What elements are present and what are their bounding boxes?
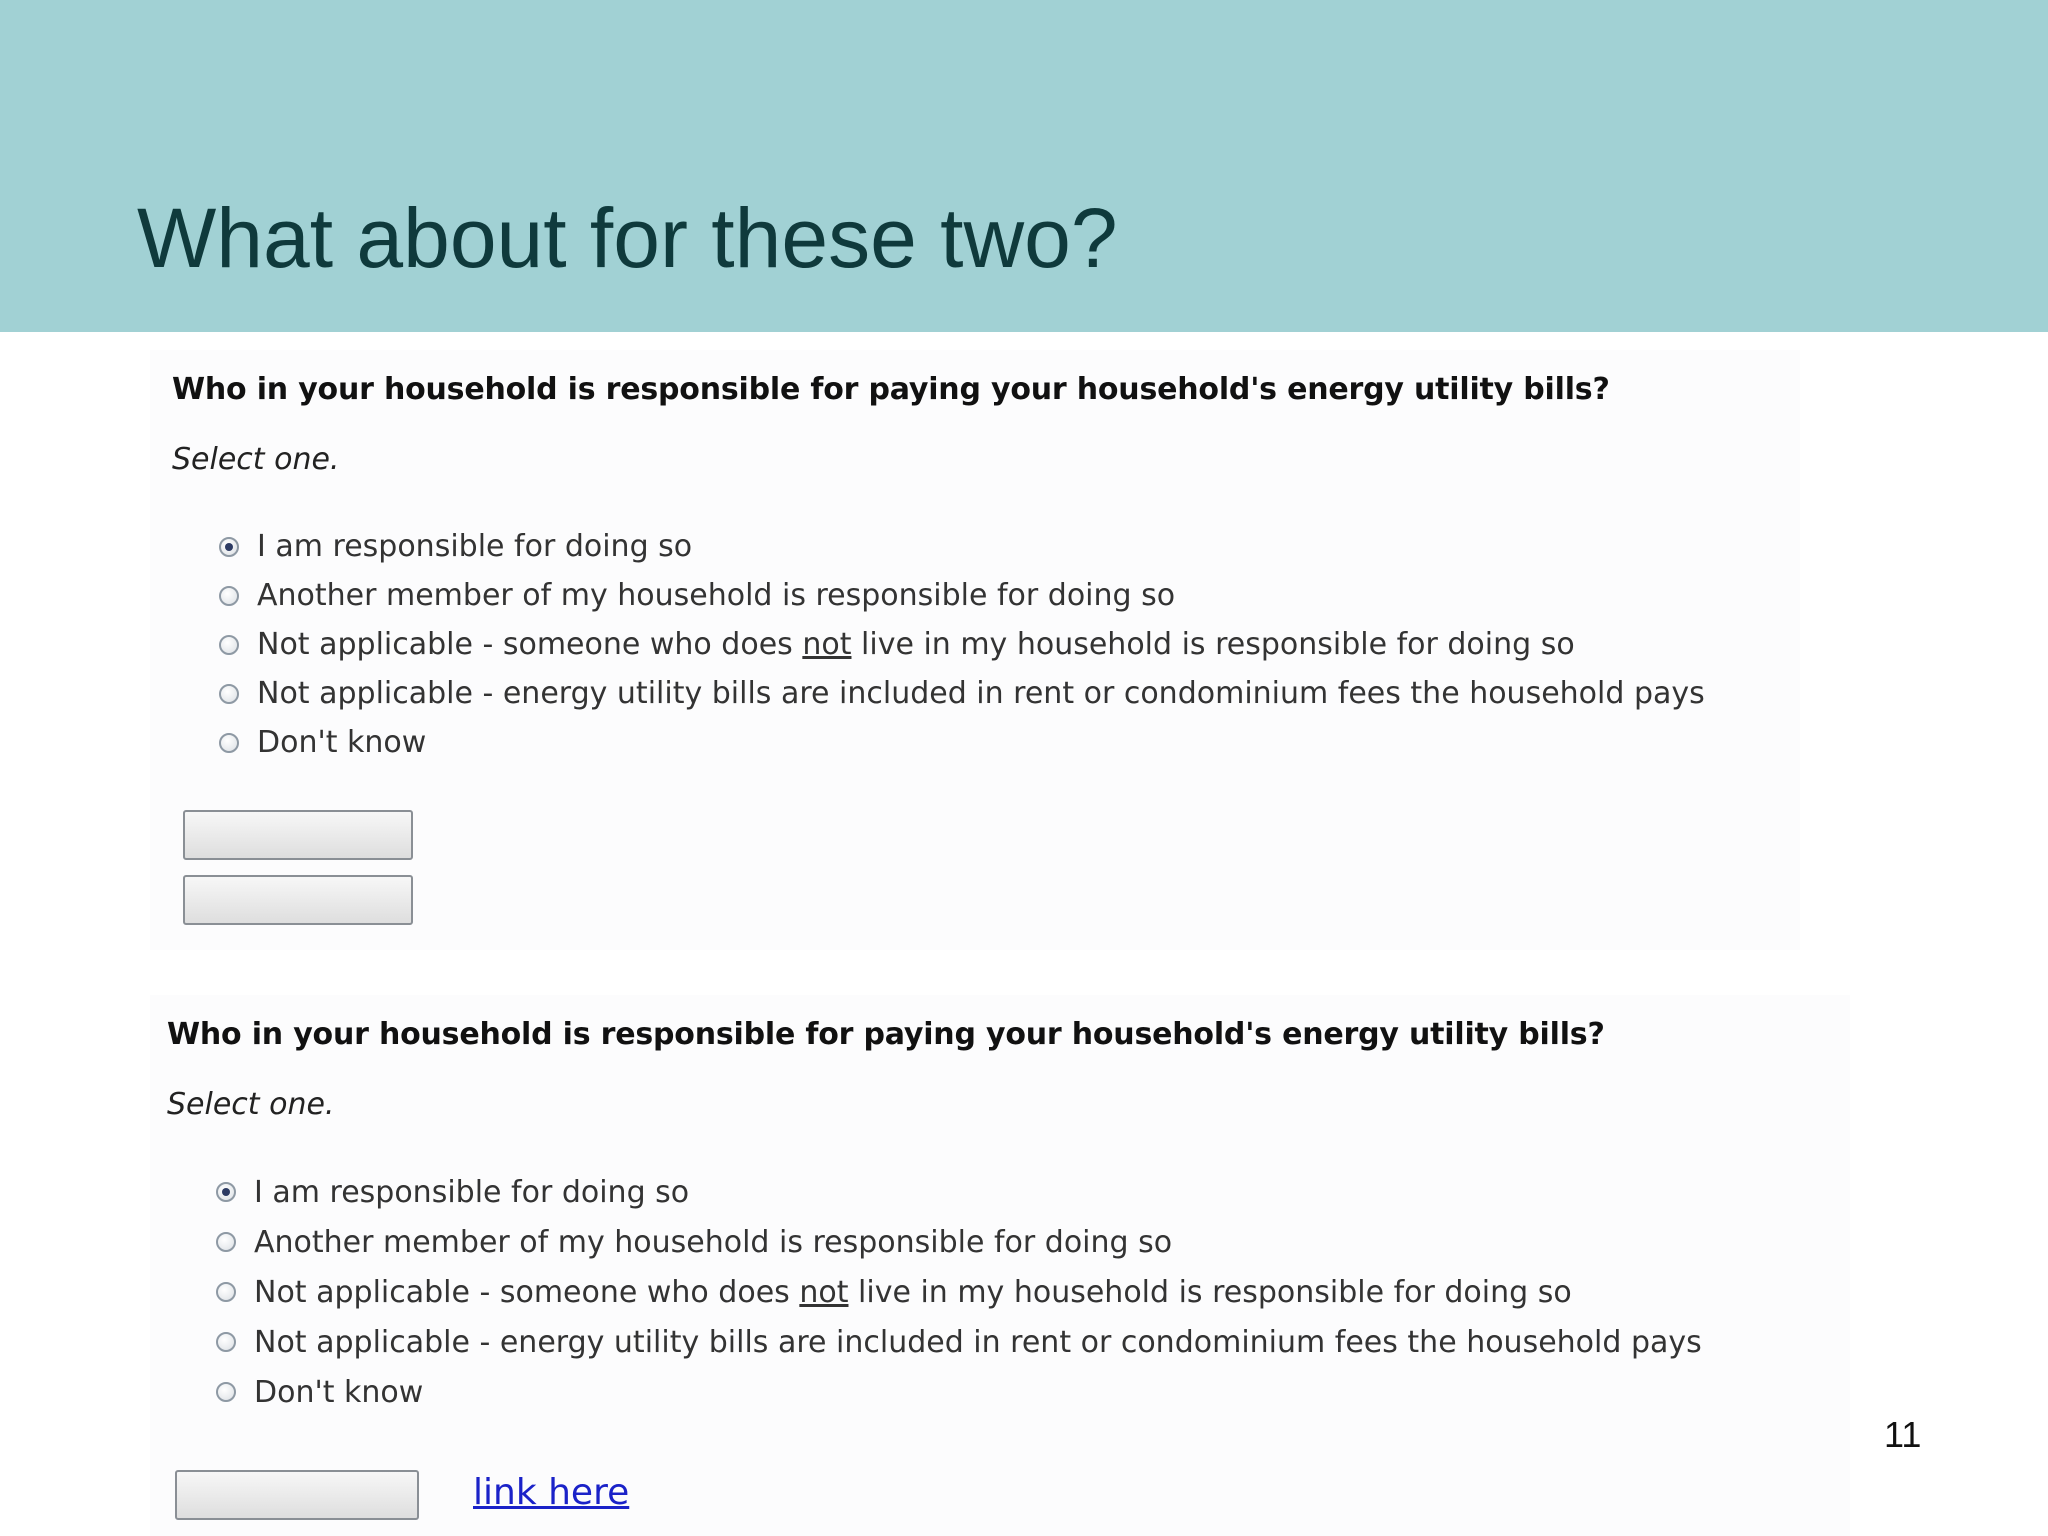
link-here[interactable]: link here: [473, 1472, 630, 1513]
question-text: Who in your household is responsible for paying your household's energy utility bills?: [172, 372, 1610, 407]
option-other-member[interactable]: [216, 1217, 1702, 1267]
radio-icon[interactable]: [216, 1332, 236, 1352]
blank-button[interactable]: [175, 1470, 419, 1520]
option-other-member[interactable]: [219, 571, 1705, 620]
option-label: Another member of my household is responsible for doing so: [254, 1224, 1173, 1260]
option-label: I am responsible for doing so: [254, 1174, 690, 1210]
radio-icon[interactable]: [216, 1232, 236, 1252]
option-included-in-rent[interactable]: [219, 669, 1705, 718]
option-label: Don't know: [257, 725, 427, 760]
option-label: I am responsible for doing so: [257, 529, 693, 564]
radio-selected-icon[interactable]: [219, 537, 239, 557]
radio-icon[interactable]: [219, 733, 239, 753]
radio-icon[interactable]: [219, 586, 239, 606]
emphasis-not: not: [799, 1274, 849, 1310]
instruction-text: Select one.: [172, 442, 340, 477]
question-text: Who in your household is responsible for paying your household's energy utility bills?: [167, 1017, 1605, 1052]
option-label: Not applicable - energy utility bills are included in rent or condominium fees the household pays: [257, 676, 1705, 711]
option-self[interactable]: [216, 1167, 1702, 1217]
radio-icon[interactable]: [216, 1382, 236, 1402]
blank-button-1[interactable]: [183, 810, 413, 860]
blank-button-2[interactable]: [183, 875, 413, 925]
radio-selected-icon[interactable]: [216, 1182, 236, 1202]
options-list: [216, 1167, 1702, 1417]
option-non-household[interactable]: [216, 1267, 1702, 1317]
option-dont-know[interactable]: [216, 1367, 1702, 1417]
radio-icon[interactable]: [219, 635, 239, 655]
option-label: Don't know: [254, 1374, 424, 1410]
options-list: [219, 522, 1705, 767]
instruction-text: Select one.: [167, 1087, 335, 1122]
option-dont-know[interactable]: [219, 718, 1705, 767]
option-non-household[interactable]: [219, 620, 1705, 669]
option-label: Another member of my household is responsible for doing so: [257, 578, 1176, 613]
option-included-in-rent[interactable]: [216, 1317, 1702, 1367]
page-number: 11: [1884, 1414, 1922, 1455]
emphasis-not: not: [802, 627, 852, 662]
option-self[interactable]: [219, 522, 1705, 571]
radio-icon[interactable]: [216, 1282, 236, 1302]
option-label: Not applicable - someone who does not live in my household is responsible for doing so: [254, 1274, 1572, 1310]
option-label: Not applicable - someone who does not live in my household is responsible for doing so: [257, 627, 1575, 662]
radio-icon[interactable]: [219, 684, 239, 704]
survey-screenshot-2: [150, 995, 1850, 1536]
option-label: Not applicable - energy utility bills are included in rent or condominium fees the household pays: [254, 1324, 1702, 1360]
survey-screenshot-1: [150, 350, 1800, 950]
header-band: [0, 0, 2048, 332]
slide-title: What about for these two?: [137, 191, 1118, 285]
